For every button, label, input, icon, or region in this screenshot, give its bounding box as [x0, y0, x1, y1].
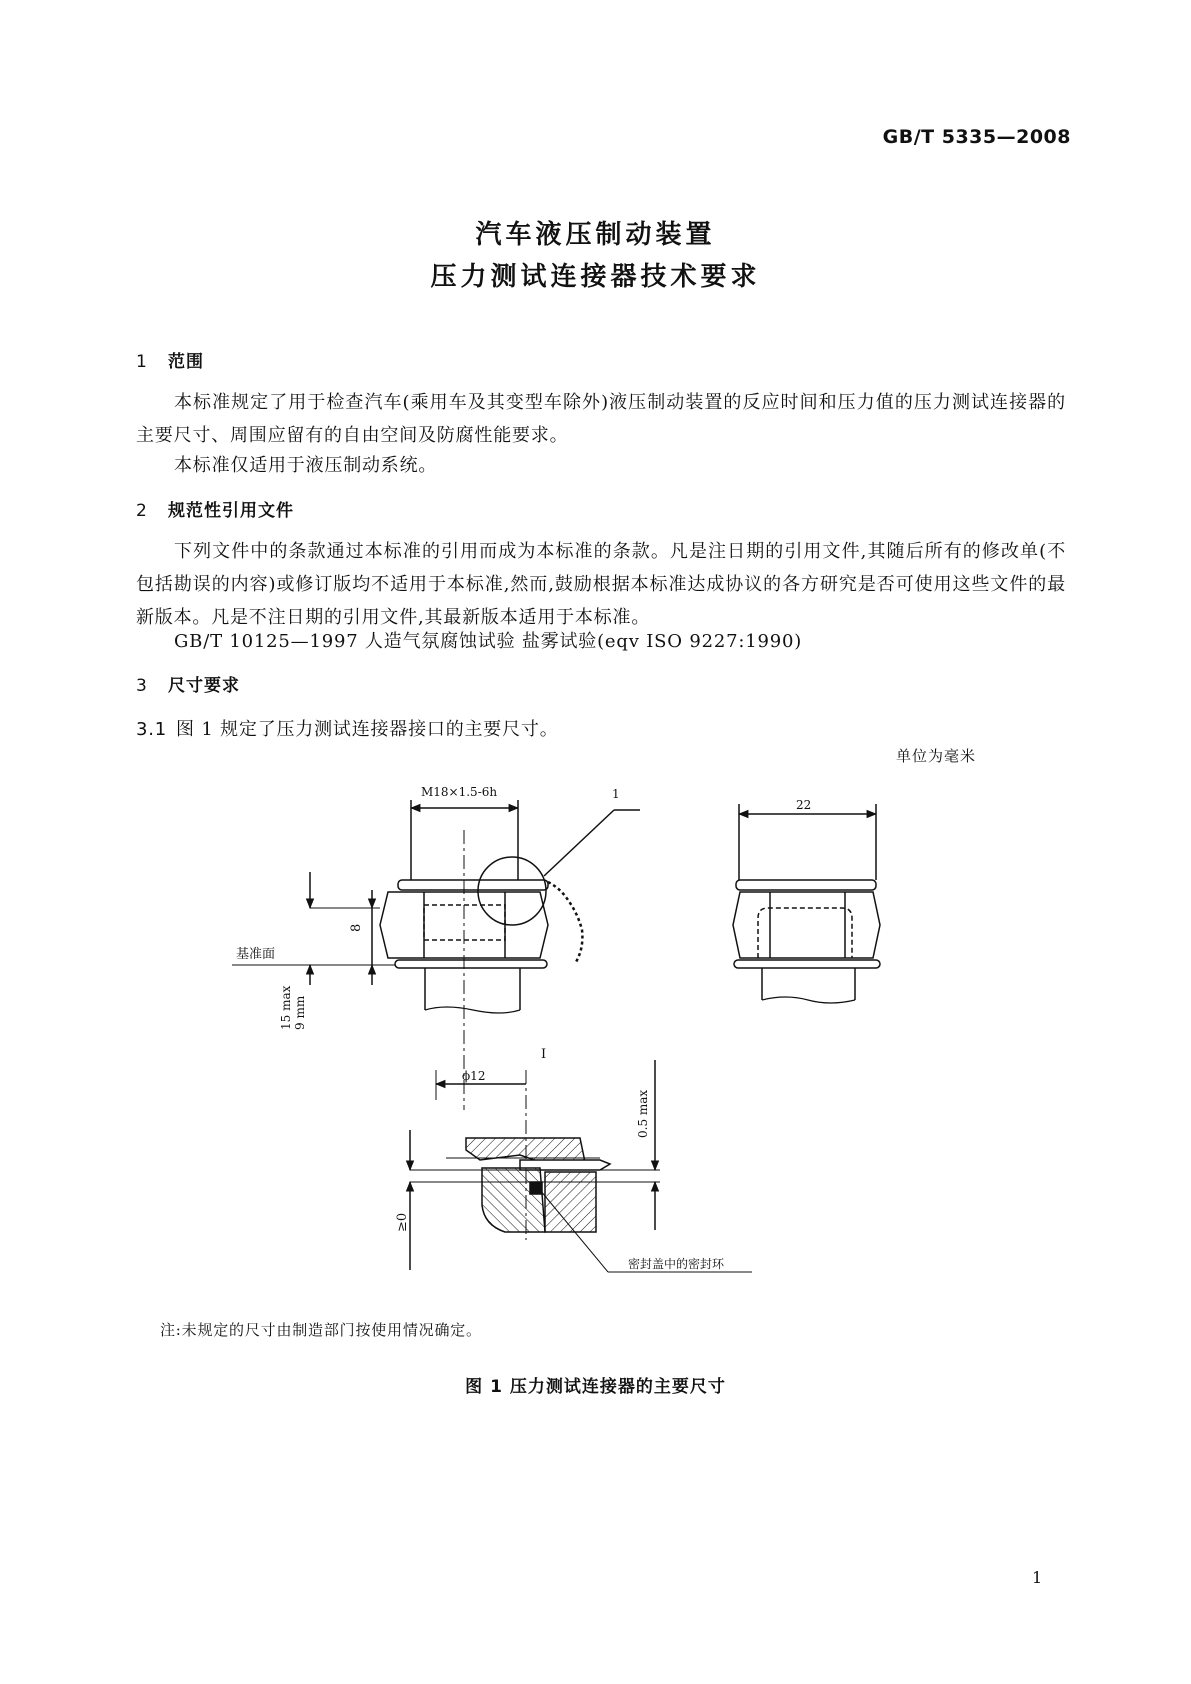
section-1-paragraph-2: 本标准仅适用于液压制动系统。	[174, 455, 438, 476]
section-2-title: 规范性引用文件	[168, 501, 294, 521]
ge-0-label: ≥0	[395, 1212, 410, 1232]
section-2-number: 2	[136, 501, 148, 521]
detail-section-view	[410, 1060, 752, 1272]
figure-caption: 图 1 压力测试连接器的主要尺寸	[465, 1377, 726, 1397]
datum-label: 基准面	[236, 947, 276, 962]
figure-note: 注:未规定的尺寸由制造部门按使用情况确定。	[160, 1321, 482, 1339]
section-2-heading	[136, 496, 294, 521]
min-9-label: 9 mm	[293, 995, 307, 1030]
section-3-number: 3	[136, 676, 148, 696]
max-15-label: 15 max	[279, 985, 293, 1030]
clause-3-1-number: 3.1	[136, 719, 168, 740]
dim-8-label: 8	[349, 923, 364, 932]
section-1-paragraph-1: 本标准规定了用于检查汽车(乘用车及其变型车除外)液压制动装置的反应时间和压力值的压力测试连接器的主要尺寸、周围应留有的自由空间及防腐性能要求。	[136, 392, 1066, 446]
document-title-line1: 汽车液压制动装置	[475, 220, 716, 250]
seal-ring-label: 密封盖中的密封环	[628, 1257, 725, 1271]
section-3-title: 尺寸要求	[168, 676, 240, 696]
section-3-heading	[136, 671, 240, 696]
max-05-label: 0.5 max	[636, 1089, 650, 1138]
standard-code: GB/T 5335—2008	[882, 126, 1071, 148]
left-view	[232, 800, 640, 1110]
dia-12-label: ϕ12	[462, 1069, 486, 1083]
right-view	[733, 804, 880, 1003]
width-22-label: 22	[796, 798, 812, 812]
thread-label: M18×1.5-6h	[421, 785, 498, 799]
section-1-title: 范围	[168, 352, 204, 372]
document-title-line2: 压力测试连接器技术要求	[430, 262, 761, 292]
callout-1-label: 1	[612, 787, 620, 801]
clause-3-1	[136, 715, 559, 741]
figure-1-drawing	[0, 760, 1191, 1320]
page-number: 1	[1032, 1568, 1043, 1587]
section-1-number: 1	[136, 352, 148, 372]
detail-id-label: I	[541, 1047, 547, 1062]
clause-3-1-text: 图 1 规定了压力测试连接器接口的主要尺寸。	[176, 719, 559, 740]
reference-document: GB/T 10125—1997 人造气氛腐蚀试验 盐雾试验(eqv ISO 9227:1990)	[174, 631, 803, 652]
unit-note: 单位为毫米	[896, 747, 977, 765]
section-2-paragraph-1: 下列文件中的条款通过本标准的引用而成为本标准的条款。凡是注日期的引用文件,其随后所有的修改单(不包括勘误的内容)或修订版均不适用于本标准,然而,鼓励根据本标准达成协议的各方研究是否可使用这些文件的最新版本。凡是不注日期的引用文件,其最新版本适用于本标准。	[136, 541, 1066, 628]
section-1-heading	[136, 347, 204, 372]
